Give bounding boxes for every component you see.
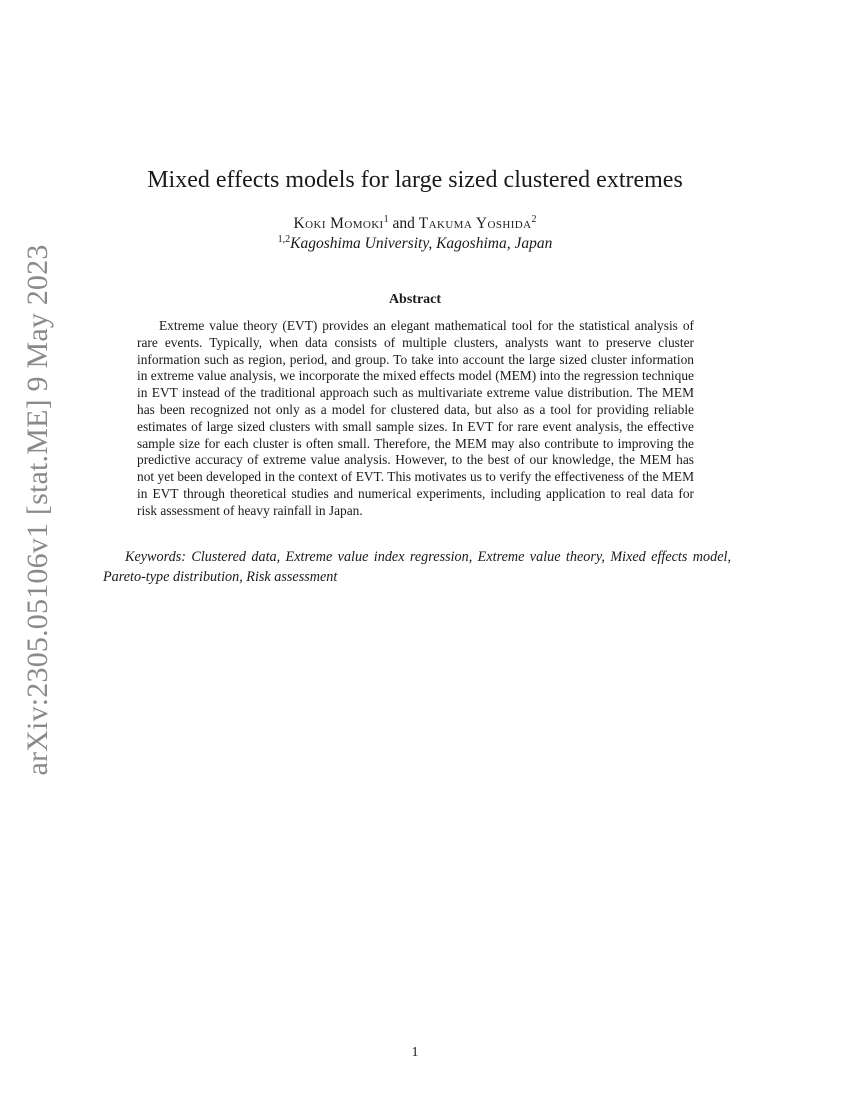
arxiv-stamp: arXiv:2305.05106v1 [stat.ME] 9 May 2023 [21,244,54,776]
author-name: Koki Momoki [293,215,384,232]
keywords-text: Clustered data, Extreme value index regression, Extreme value theory, Mixed effects model, Pareto-type distribution, Risk assessment [103,549,731,585]
author-affil-mark: 1 [383,214,389,225]
author-line [0,214,830,233]
author-affil-mark: 2 [531,214,537,225]
affiliation-mark: 1,2 [277,234,291,245]
keywords [103,547,731,587]
keywords-label: Keywords: [125,549,186,565]
paper-title: Mixed effects models for large sized clustered extremes [147,167,683,193]
abstract-body: Extreme value theory (EVT) provides an elegant mathematical tool for the statistical analysis of rare events. Typically, when data consists of multiple clusters, analysts want to preserve cluster information such as region, period, and group. To take into account the large sized cluster information in extreme value analysis, we incorporate the mixed effects model (MEM) into the regression technique in EVT instead of the traditional approach such as multivariate extreme value distribution. The MEM has been recognized not only as a model for clustered data, but also as a tool for providing reliable estimates of large sized clusters with small sample sizes. In EVT for rare event analysis, the effective sample size for each cluster is often small. Therefore, the MEM may also contribute to improving the predictive accuracy of extreme value analysis. However, to the best of our knowledge, the MEM has not yet been developed in the context of EVT. This motivates us to verify the effectiveness of the MEM in EVT through theoretical studies and numerical experiments, including application to real data for risk assessment of heavy rainfall in Japan. [137,318,694,518]
page-number: 1 [411,1045,419,1060]
author-name: Takuma Yoshida [418,215,532,232]
affiliation-text: Kagoshima University, Kagoshima, Japan [290,235,553,252]
author-connector: and [392,215,415,232]
abstract-heading: Abstract [388,292,442,307]
affiliation [0,234,830,253]
